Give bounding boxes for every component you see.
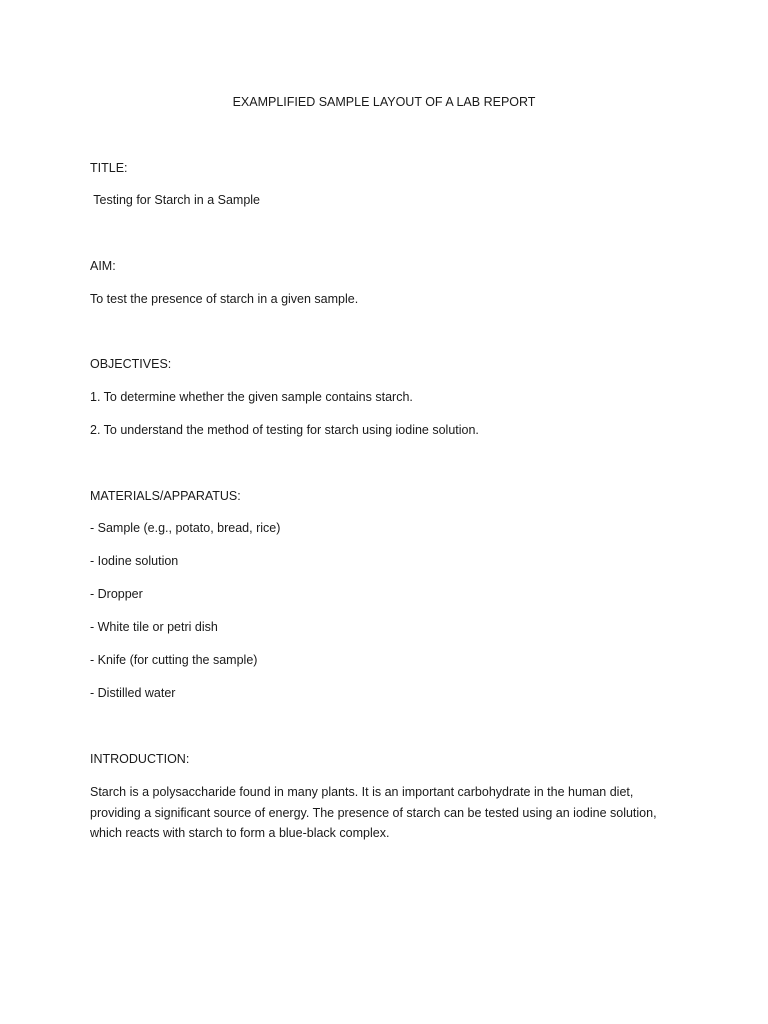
material-item: - Dropper [90,587,143,601]
title-label: TITLE: [90,161,128,175]
introduction-label: INTRODUCTION: [90,752,190,766]
objectives-label: OBJECTIVES: [90,357,172,371]
material-item: - Iodine solution [90,554,179,568]
objective-item: 1. To determine whether the given sample contains starch. [90,390,413,404]
aim-label: AIM: [90,259,116,273]
material-item: - Distilled water [90,686,176,700]
material-item: - White tile or petri dish [90,620,218,634]
materials-label: MATERIALS/APPARATUS: [90,489,241,503]
document-heading: EXAMPLIFIED SAMPLE LAYOUT OF A LAB REPORT [232,95,536,109]
material-item: - Sample (e.g., potato, bread, rice) [90,521,281,535]
introduction-text: Starch is a polysaccharide found in many plants. It is an important carbohydrate in the human diet, providing a significant source of energy. The presence of starch can be tested using an iodine solution, which reacts with starch to form a blue-black complex. [90,785,657,840]
aim-text: To test the presence of starch in a given sample. [90,292,359,306]
objective-item: 2. To understand the method of testing for starch using iodine solution. [90,423,479,437]
material-item: - Knife (for cutting the sample) [90,653,258,667]
title-value: Testing for Starch in a Sample [90,193,260,207]
